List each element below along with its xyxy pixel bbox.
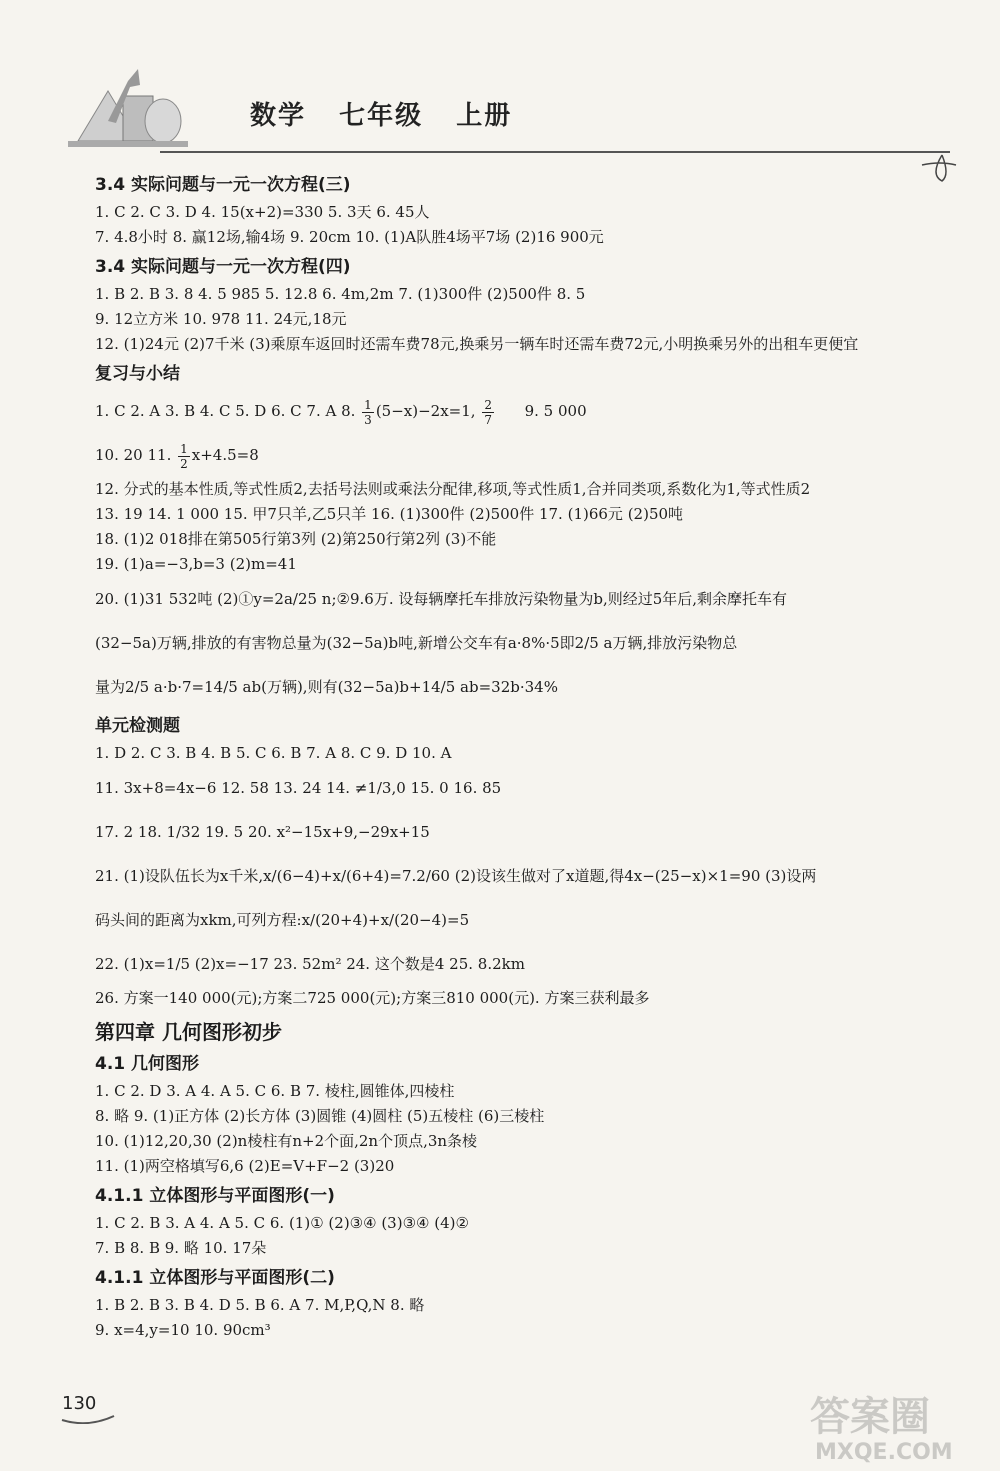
answer-line: 21. (1)设队伍长为x千米,x/(6−4)+x/(6+4)=7.2/60 (2)设该生做对了x道题,得4x−(25−x)×1=90 (3)设两 — [95, 867, 817, 885]
answer-content — [95, 168, 935, 1343]
answer-text: 10. 20 11. — [95, 446, 172, 464]
answer-line: 22. (1)x=1/5 (2)x=−17 23. 52m² 24. 这个数是4 25. 8.2km — [95, 955, 525, 973]
answer-line: 1. C 2. B 3. A 4. A 5. C 6. (1)① (2)③④ (3)③④ (4)② — [95, 1214, 469, 1232]
answer-line: 8. 略 9. (1)正方体 (2)长方体 (3)圆锥 (4)圆柱 (5)五棱柱 (6)三棱柱 — [95, 1107, 545, 1125]
answer-line: 量为2/5 a·b·7=14/5 ab(万辆),则有(32−5a)b+14/5 ab=32b·34% — [95, 678, 558, 696]
answer-line: 1. C 2. C 3. D 4. 15(x+2)=330 5. 3天 6. 45人 — [95, 203, 430, 221]
section-title: 4.1.1 立体图形与平面图形(二) — [95, 1268, 335, 1288]
answer-text: 9. 5 000 — [500, 402, 587, 420]
fraction-denominator: 2 — [180, 456, 188, 471]
answer-line: 11. 3x+8=4x−6 12. 58 13. 24 14. ≠1/3,0 15. 0 16. 85 — [95, 779, 502, 797]
header-divider — [160, 151, 950, 153]
answer-line: (32−5a)万辆,排放的有害物总量为(32−5a)b吨,新增公交车有a·8%·5即2/5 a万辆,排放污染物总 — [95, 634, 738, 652]
answer-text: x+4.5=8 — [191, 446, 259, 464]
answer-line: 12. (1)24元 (2)7千米 (3)乘原车返回时还需车费78元,换乘另一辆车时还需车费72元,小明换乘另外的出租车更便宜 — [95, 335, 859, 353]
fraction-denominator: 3 — [364, 412, 372, 427]
section-title: 3.4 实际问题与一元一次方程(三) — [95, 175, 351, 195]
section-title: 3.4 实际问题与一元一次方程(四) — [95, 257, 351, 277]
page-number: 130 — [62, 1393, 97, 1414]
page-header — [60, 55, 960, 165]
answer-line: 1. B 2. B 3. 8 4. 5 985 5. 12.8 6. 4m,2m 7. (1)300件 (2)500件 8. 5 — [95, 285, 586, 303]
answer-line — [95, 389, 935, 433]
answer-line: 12. 分式的基本性质,等式性质2,去括号法则或乘法分配律,移项,等式性质1,合并同类项,系数化为1,等式性质2 — [95, 480, 811, 498]
page-title: 数学 七年级 上册 — [250, 101, 513, 131]
answer-line: 26. 方案一140 000(元);方案二725 000(元);方案三810 000(元). 方案三获利最多 — [95, 989, 650, 1007]
watermark-url: MXQE.COM — [815, 1440, 953, 1465]
fraction — [178, 442, 190, 471]
answer-line: 9. x=4,y=10 10. 90cm³ — [95, 1321, 271, 1339]
answer-text: (5−x)−2x=1, — [375, 402, 476, 420]
answer-line: 13. 19 14. 1 000 15. 甲7只羊,乙5只羊 16. (1)300件 (2)500件 17. (1)66元 (2)50吨 — [95, 505, 684, 523]
answer-line: 码头间的距离为xkm,可列方程:x/(20+4)+x/(20−4)=5 — [95, 911, 470, 929]
section-title: 单元检测题 — [95, 716, 180, 736]
book-logo-icon — [68, 61, 188, 151]
answer-line: 19. (1)a=−3,b=3 (2)m=41 — [95, 555, 297, 573]
fraction — [362, 398, 374, 427]
section-title: 复习与小结 — [95, 364, 180, 384]
answer-text: 1. C 2. A 3. B 4. C 5. D 6. C 7. A 8. — [95, 402, 356, 420]
answer-line: 20. (1)31 532吨 (2)①y=2a/25 n;②9.6万. 设每辆摩托车排放污染物量为b,则经过5年后,剩余摩托车有 — [95, 590, 788, 608]
answer-line: 1. C 2. D 3. A 4. A 5. C 6. B 7. 棱柱,圆锥体,四棱柱 — [95, 1082, 455, 1100]
answer-line: 9. 12立方米 10. 978 11. 24元,18元 — [95, 310, 347, 328]
answer-line: 1. D 2. C 3. B 4. B 5. C 6. B 7. A 8. C 9. D 10. A — [95, 744, 452, 762]
fraction-denominator: 7 — [484, 412, 492, 427]
answer-line: 17. 2 18. 1/32 19. 5 20. x²−15x+9,−29x+15 — [95, 823, 430, 841]
chapter-title: 第四章 几何图形初步 — [95, 1020, 282, 1044]
answer-line: 1. B 2. B 3. B 4. D 5. B 6. A 7. M,P,Q,N 8. 略 — [95, 1296, 425, 1314]
answer-line: 7. 4.8小时 8. 赢12场,输4场 9. 20cm 10. (1)A队胜4场平7场 (2)16 900元 — [95, 228, 604, 246]
section-title: 4.1 几何图形 — [95, 1054, 200, 1074]
answer-line: 11. (1)两空格填写6,6 (2)E=V+F−2 (3)20 — [95, 1157, 395, 1175]
answer-line: 7. B 8. B 9. 略 10. 17朵 — [95, 1239, 267, 1257]
fraction-numerator: 1 — [364, 397, 372, 412]
answer-line: 18. (1)2 018排在第505行第3列 (2)第250行第2列 (3)不能 — [95, 530, 497, 548]
fraction — [482, 398, 494, 427]
fraction-numerator: 1 — [180, 441, 188, 456]
section-title: 4.1.1 立体图形与平面图形(一) — [95, 1186, 335, 1206]
fraction-numerator: 2 — [484, 397, 492, 412]
answer-line: 10. (1)12,20,30 (2)n棱柱有n+2个面,2n个顶点,3n条棱 — [95, 1132, 478, 1150]
watermark-logo: 答案圈 — [810, 1394, 930, 1440]
answer-line — [95, 433, 935, 477]
